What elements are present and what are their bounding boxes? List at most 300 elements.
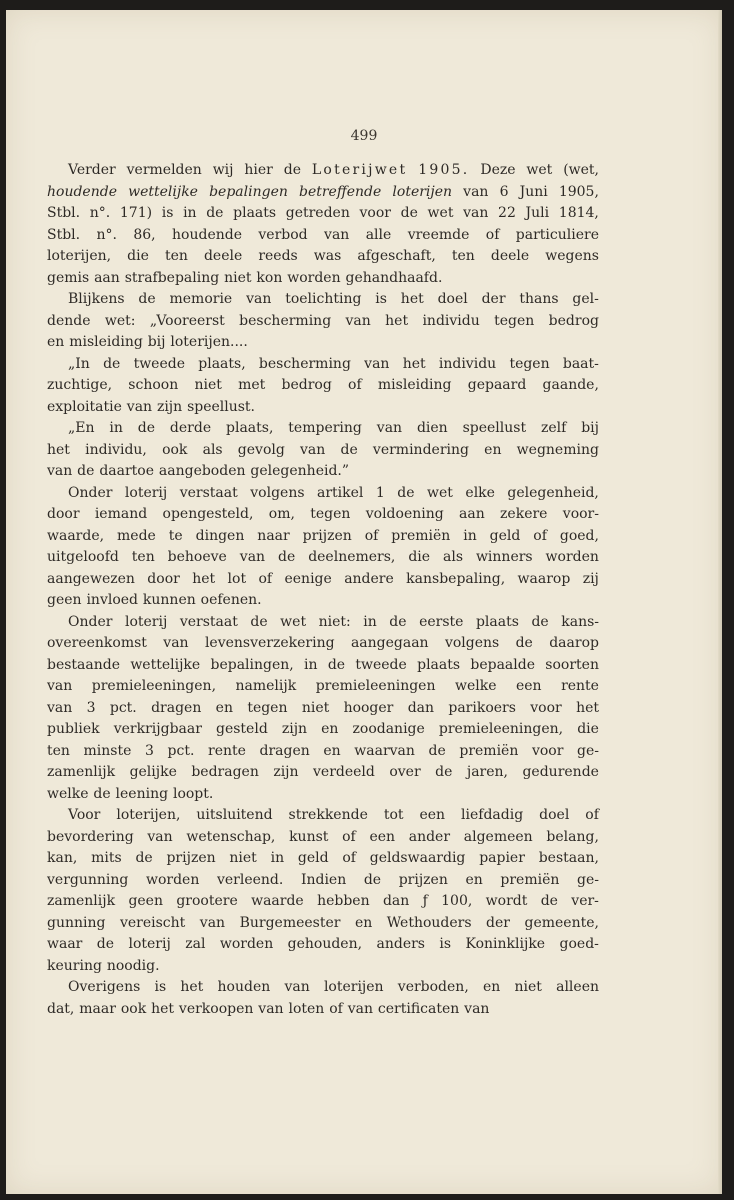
text-line [47,569,599,591]
word: van [126,398,153,415]
text-line [47,913,599,935]
word: van [47,463,73,479]
page-number: 499 [350,128,378,144]
word: gunning [47,914,106,931]
word: en [484,441,502,458]
word: Stbl. [47,226,81,243]
word: het [385,312,409,329]
word: bescherming [239,312,332,329]
word: premieleeningen, [438,721,564,737]
word: plaats, [198,355,246,372]
word: deele [203,248,243,264]
word: geld [297,850,329,866]
word: „En [68,420,95,436]
word: geen [128,893,163,909]
text-line [47,418,599,440]
word: 86, [133,226,156,243]
word: vreemde [407,226,470,243]
word: ten [164,248,188,264]
word: bestaande [47,656,121,673]
word: voor [359,205,391,221]
word: welke [454,678,497,694]
word: was [313,248,342,264]
word: zamenlijk [47,764,116,780]
word: de [389,613,407,630]
text-line [47,526,599,548]
word: gehouden, [287,936,363,952]
word: alleen [556,979,599,995]
word: voor- [562,506,599,522]
word: liefdadig [461,807,524,823]
word: dende [47,312,91,329]
word: van [464,1000,490,1017]
word: Koninklijke [465,936,546,952]
word: of [533,527,547,544]
paragraph [47,483,599,612]
word: de [137,420,156,436]
word: verboden, [397,979,469,995]
word: zoodanige [352,721,425,737]
word: Blijkens [68,291,125,307]
text-line [47,590,599,612]
word: met [238,377,266,393]
word: wet: [104,312,136,329]
word: mits [91,850,122,866]
word: in [109,420,123,436]
paragraph [47,418,599,483]
word: voor [530,699,562,716]
paragraph [47,289,599,354]
word: de [206,205,224,221]
word: particuliere [515,226,599,243]
word: der [486,914,510,931]
word: keuring [47,957,102,974]
word: publiek [47,721,100,737]
word: loterij [128,936,171,952]
word: 22 [498,205,516,221]
word: namelijk [235,678,297,694]
word: is [161,205,174,221]
word: loterijen.... [170,334,248,350]
word: daartoe [99,463,154,479]
text-line [47,332,599,354]
text-line [47,289,599,311]
word: goed- [559,936,599,952]
word: tweede [355,656,407,673]
word: tot [383,807,404,823]
word: de [96,936,115,952]
word: worden [545,549,599,565]
word: ander [408,828,451,845]
word: de [77,463,95,479]
word: van [345,312,371,329]
word: soorten [545,656,599,673]
word: Onder [68,484,113,501]
word: gemis [47,269,90,286]
word: noodig. [106,957,160,974]
word: kan, [47,850,78,866]
word: vermelden [126,162,202,178]
word: gevolg [237,441,285,458]
word: papier [479,850,525,866]
word: als [443,549,464,565]
text-line [47,504,599,526]
text-line [47,397,599,419]
word: gaande, [542,377,599,393]
word: van [324,226,350,243]
paragraph [47,977,599,1020]
word: rente [561,678,599,694]
word: betreffende [298,183,382,200]
word: bestaan, [538,850,599,866]
word: ver- [571,893,599,909]
word: kans- [561,613,599,630]
word: vereischt [119,914,186,931]
word: loten [288,1000,325,1017]
word: niet [229,850,257,866]
word: speellust [462,420,527,436]
word: Indien [300,871,347,888]
word: uitgeloofd [47,549,119,565]
word: en [482,979,501,995]
word: in [304,656,318,673]
word: plaats [417,656,461,673]
word: 171) [119,205,153,221]
word: premieleeningen [315,678,436,694]
word: dingen [195,527,245,544]
word: geen [47,592,82,608]
text-line [47,977,599,999]
word: doel [437,291,468,307]
word: loopt. [172,785,214,802]
word: kon [256,269,283,286]
word: van [463,183,489,200]
word: en [323,742,341,759]
word: jaren, [466,764,508,780]
word: de [103,355,121,372]
word: grootere [176,893,238,909]
word: speellust. [187,398,256,415]
word: de [340,441,358,458]
text-line [47,203,599,225]
word: elke [465,484,495,501]
paragraph [47,805,599,977]
word: gel- [572,291,599,307]
text-line [47,848,599,870]
word: plaats [475,613,519,630]
word: plaats, [226,420,274,436]
word: de [428,742,446,759]
word: derde [169,420,212,436]
word: worden [287,269,341,286]
word: aan [94,269,120,286]
text-line [47,440,599,462]
word: bepalingen, [210,656,294,673]
word: ook [162,441,188,458]
word: waarop [517,570,571,587]
word: gehandhaafd. [345,269,443,286]
word: artikel [317,484,364,501]
word: te [168,527,183,544]
word: wet [526,162,553,178]
word: of [329,1000,343,1017]
text-line [47,719,599,741]
word: tegen [494,312,535,329]
word: pct. [109,699,137,716]
word: bedragen [191,764,259,780]
word: prijzen [166,850,216,866]
word: ƒ [422,893,428,909]
word: zal [185,936,206,952]
word: niet [194,377,222,393]
word: de [138,291,156,307]
paragraph [47,160,599,289]
word: algemeen [463,828,533,845]
word: verstaat [179,484,238,501]
word: verkrijgbaar [113,721,202,737]
word: prijzen [398,871,448,888]
word: bepaalde [470,656,535,673]
word: eenige [284,570,332,587]
word: van [463,205,489,221]
word: wet [280,613,307,630]
word: van [239,549,266,565]
word: door [147,570,180,587]
word: bescherming [258,355,351,372]
word: zijn [281,721,308,737]
word: van [364,355,390,372]
body-text [47,160,599,1020]
word: de [363,871,382,888]
word: de [515,635,533,651]
word: bevordering [47,828,134,845]
word: welke [47,785,89,802]
text-line [47,827,599,849]
text-line [47,225,599,247]
word: alle [365,226,392,243]
word: 1905. [418,162,470,178]
word: strafbepaling [124,269,220,286]
word: verbod [258,226,308,243]
word: loterijen, [116,807,181,823]
word: deelnemers, [308,549,396,565]
word: ten [451,248,475,264]
word: exploitatie [47,398,122,415]
word: Juli [525,205,550,221]
word: invloed [86,592,139,608]
word: in [183,205,197,221]
text-line [47,160,599,182]
word: volgens [250,484,305,501]
word: is [375,291,387,307]
word: Loterijwet [311,162,408,178]
word: houdende [172,226,242,243]
word: verkoopen [178,1000,254,1017]
word: voldoening [365,506,444,522]
text-line [47,612,599,634]
word: levensverzekering [204,635,335,651]
paragraph [47,612,599,806]
word: certificaten [377,1000,460,1017]
word: „In [68,355,90,372]
word: wegens [545,248,599,264]
word: premieleeningen, [91,678,217,694]
word: en [354,914,373,931]
word: zijn [273,764,299,780]
word: worden [219,936,274,952]
word: loterijen [392,183,453,200]
text-line [47,891,599,913]
word: loterij [124,613,168,630]
word: tegen [247,699,288,716]
word: tegen [509,355,550,372]
word: bepalingen [209,183,288,200]
word: de [531,613,549,630]
word: een [419,807,446,823]
word: wetenschap, [186,828,276,845]
word: en [321,721,339,737]
text-line [47,676,599,698]
word: individu [422,312,480,329]
word: wordt [485,893,528,909]
word: goed, [559,527,599,544]
word: reeds [258,248,298,264]
word: der [481,291,506,307]
word: gelijke [129,764,177,780]
word: premiën [500,871,560,888]
word: in [270,850,285,866]
word: ook [120,1000,147,1017]
word: afgeschaft, [357,248,436,264]
word: misleiding [377,377,452,393]
word: Burgemeester [239,914,341,931]
word: lot [227,570,247,587]
word: prijzen [302,527,352,544]
text-line [47,698,599,720]
word: van [284,979,310,995]
word: het [576,699,599,716]
word: Deze [480,162,516,178]
word: waarde, [47,527,105,544]
word: tweede [133,355,185,372]
word: dragen [259,742,310,759]
word: of [348,377,362,393]
word: of [585,807,599,823]
word: (wet, [563,162,599,178]
word: de [400,205,418,221]
word: zij [582,570,599,587]
word: aan [459,506,485,522]
word: of [342,828,356,845]
word: de [250,613,268,630]
word: of [342,850,356,866]
word: wegneming [516,441,599,458]
word: individu [438,355,497,372]
word: van [258,1000,284,1017]
word: niet: [318,613,351,630]
word: en [215,699,233,716]
word: vermindering [372,441,469,458]
word: zamenlijk [47,893,116,909]
word: doel [539,807,570,823]
word: niet [301,699,330,716]
word: leening [115,785,169,802]
word: de [397,484,415,501]
word: loterijen [323,979,384,995]
word: gedurende [522,764,599,780]
word: Verder [68,162,116,178]
word: dat, [47,1000,75,1017]
word: bij [147,334,166,350]
word: behoeve [167,549,227,565]
word: Stbl. [47,205,81,221]
word: wettelijke [128,183,198,200]
word: parikoers [448,699,516,716]
word: die [127,248,149,264]
word: een [369,828,396,845]
word: getreden [285,205,350,221]
word: tegen [310,506,351,522]
word: uitsluitend [196,807,273,823]
paragraph [47,354,599,419]
book-page [6,10,722,1194]
word: plaats [233,205,277,221]
word: iemand [94,506,148,522]
text-line [47,354,599,376]
word: van [300,441,326,458]
word: door [47,506,80,522]
word: aangegaan [350,635,429,651]
word: het [47,441,70,458]
word: die [408,549,431,565]
text-line [47,805,599,827]
word: misleiding [69,334,143,350]
word: van [347,1000,373,1017]
word: daarop [549,635,599,651]
word: van [376,420,403,436]
word: anders [376,936,425,952]
word: toelichting [285,291,362,307]
word: of [485,226,500,243]
word: bij [581,420,599,436]
word: houdende [47,183,117,200]
word: een [515,678,542,694]
word: dragen [151,699,202,716]
text-line [47,461,599,483]
word: belang, [546,828,599,845]
word: eerste [419,613,464,630]
word: gesteld [216,721,268,737]
word: kunst [289,828,329,845]
word: aangewezen [47,570,135,587]
word: Voor [68,807,101,823]
word: zuchtige, [47,377,113,393]
word: van [246,291,272,307]
word: hebben [317,893,370,909]
word: wet [427,484,453,501]
word: wet [427,205,454,221]
word: 3 [145,742,154,759]
word: ge- [577,871,599,888]
word: verstaat [179,613,238,630]
word: waar [47,936,83,952]
word: wij [212,162,234,178]
word: gemeente, [524,914,599,931]
text-line [47,311,599,333]
page-edge [718,10,722,1194]
word: van [47,678,73,694]
text-line [47,547,599,569]
